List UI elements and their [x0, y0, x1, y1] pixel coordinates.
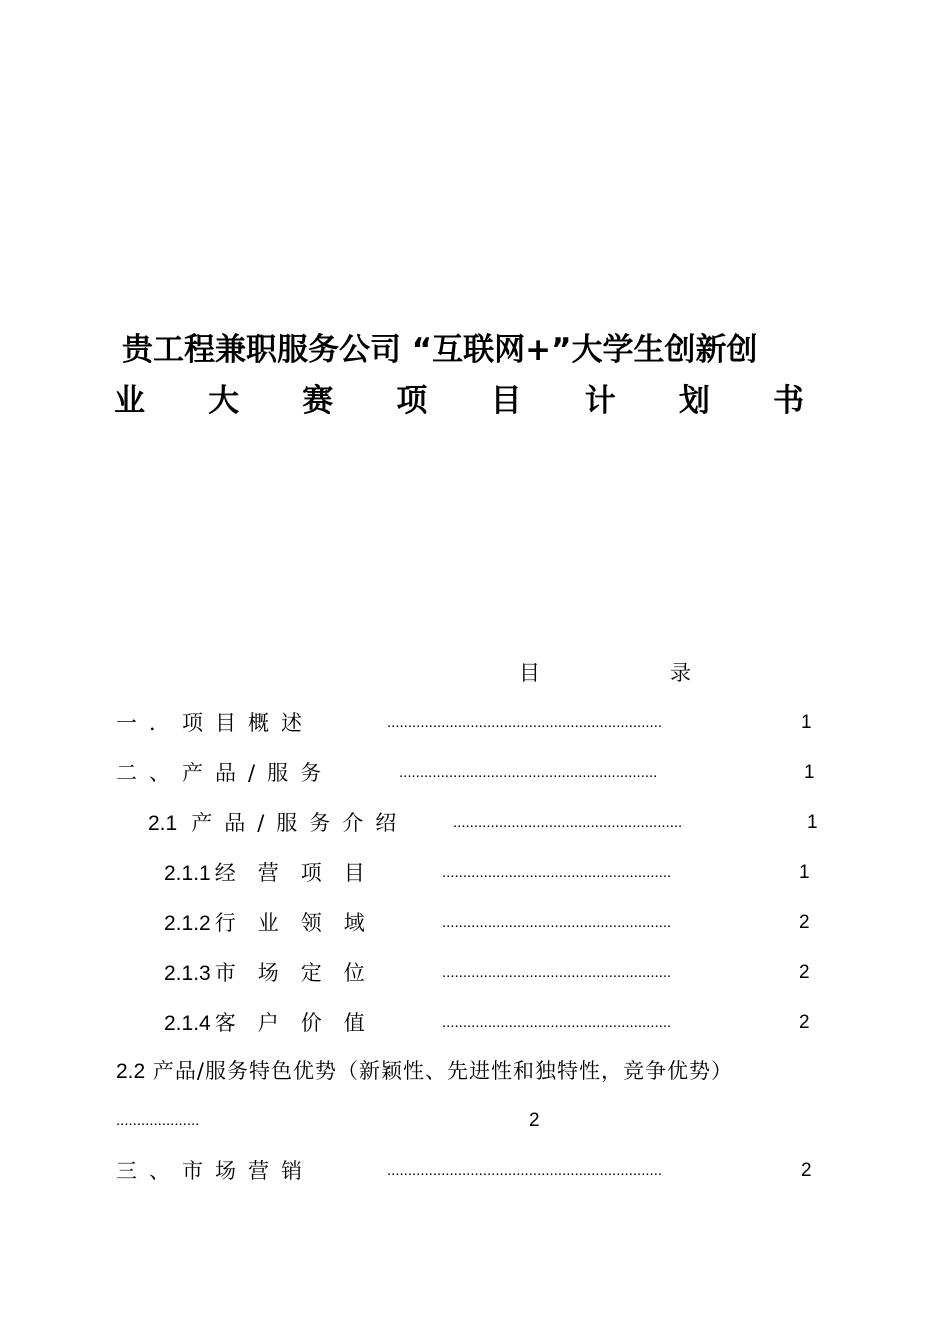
title-char: 赛	[302, 383, 334, 419]
toc-entry-leader: ....................	[116, 1112, 200, 1129]
toc-entry-leader: .......................................................	[442, 964, 672, 981]
title-char: 目	[490, 383, 522, 419]
toc-entry-label: 一．项目概述	[116, 711, 314, 735]
toc-entry[interactable]	[0, 1008, 950, 1038]
toc-entry-page: 1	[799, 862, 810, 883]
toc-entry-label[interactable]: 2.2 产品/服务特色优势（新颖性、先进性和独特性，竞争优势）	[116, 1059, 733, 1083]
toc-entry-page: 2	[529, 1110, 540, 1131]
toc-entry-label: 2.1 产品/服务介绍	[148, 811, 409, 835]
toc-entry-number: 2.1.3	[164, 962, 211, 985]
toc-entry-number: 2.1.1	[164, 862, 211, 885]
toc-entry[interactable]	[0, 758, 950, 788]
toc-entry-page: 1	[807, 812, 818, 833]
title-char: 划	[678, 383, 710, 419]
toc-entry[interactable]	[0, 708, 950, 738]
toc-entry-page: 2	[799, 1012, 810, 1033]
toc-entry-page: 2	[801, 1160, 812, 1181]
toc-entry-page: 1	[801, 712, 812, 733]
toc-entry-label: 三、市场营销	[116, 1159, 314, 1183]
title-char: 书	[772, 383, 804, 419]
toc-entry[interactable]	[0, 1156, 950, 1186]
toc-entry-label: 2.1.1 经营项目	[164, 861, 387, 885]
toc-entry[interactable]	[0, 958, 950, 988]
toc-entry-number: 2.1	[148, 812, 178, 835]
title-char: 项	[396, 383, 428, 419]
toc-entry-number: 2.1.4	[164, 1012, 211, 1035]
toc-entry-label: 2.1.4 客户价值	[164, 1011, 387, 1035]
toc-entry-continuation[interactable]	[0, 1106, 950, 1136]
title-char: 大	[208, 383, 240, 419]
toc-entry-label: 二、产品/服务	[116, 761, 334, 785]
toc-entry[interactable]	[0, 808, 950, 838]
toc-entry-label: 2.1.3 市场定位	[164, 961, 387, 985]
toc-entry-leader: .......................................................	[453, 814, 683, 831]
toc-entry-leader: .......................................................	[442, 914, 672, 931]
toc-entry-number: 2.2	[116, 1060, 146, 1083]
toc-entry-page: 2	[799, 912, 810, 933]
toc-entry-leader: .......................................................	[442, 864, 672, 881]
toc-entry-number: 2.1.2	[164, 912, 211, 935]
document-title-line-2	[114, 381, 804, 421]
document-title-line-1: 贵工程兼职服务公司 “互联网+”大学生创新创	[122, 332, 758, 368]
toc-heading-left: 目	[519, 661, 540, 685]
toc-entry-label: 2.1.2 行业领域	[164, 911, 387, 935]
toc-heading-right: 录	[670, 661, 691, 685]
toc-entry-page: 1	[804, 762, 815, 783]
toc-entry-leader: ..............................................................	[399, 764, 658, 781]
toc-entry-leader: ..................................................................	[387, 1162, 663, 1179]
toc-entry-leader: ..................................................................	[387, 714, 663, 731]
toc-entry-page: 2	[799, 962, 810, 983]
title-char: 计	[584, 383, 616, 419]
toc-entry[interactable]	[0, 908, 950, 938]
title-char: 业	[114, 383, 145, 419]
toc-entry-leader: .......................................................	[442, 1014, 672, 1031]
toc-entry[interactable]	[0, 858, 950, 888]
